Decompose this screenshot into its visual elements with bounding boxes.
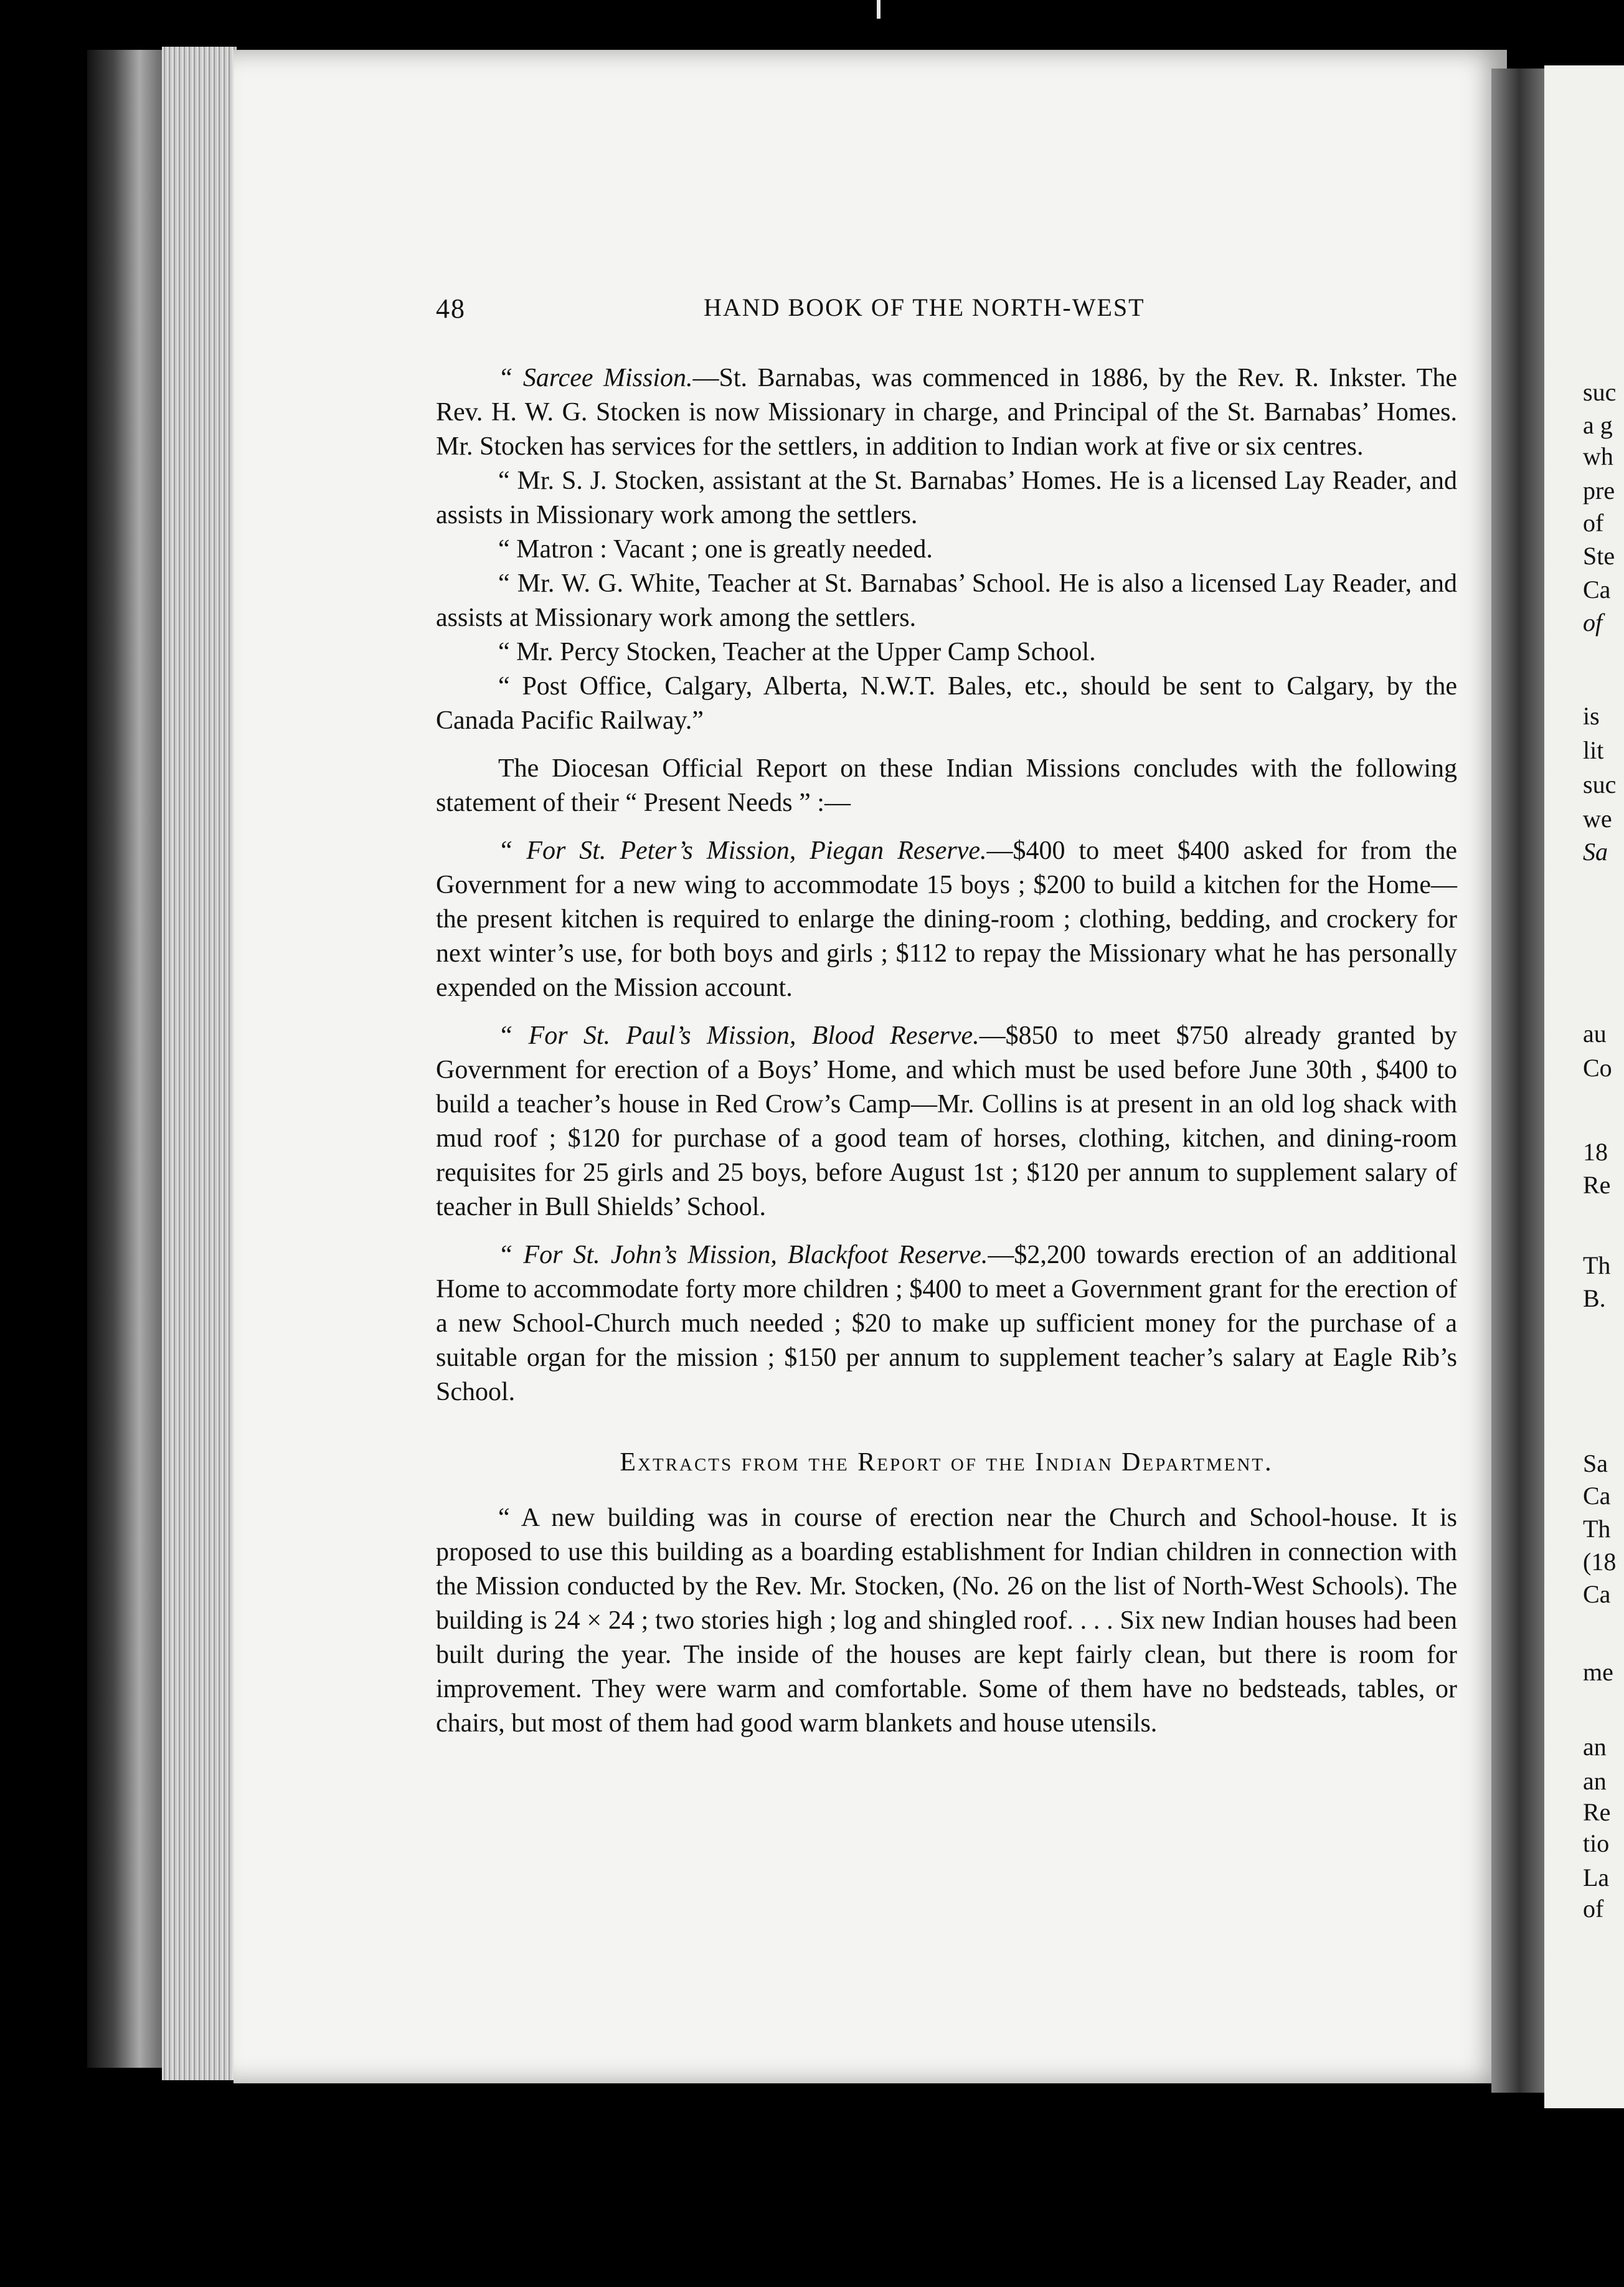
paragraph-text: The Diocesan Official Report on these Indian Missions concludes with the following statement of their “ Present Needs ” :— — [436, 754, 1457, 817]
paragraph-text: “ Matron : Vacant ; one is greatly needed. — [498, 535, 933, 564]
facing-page-fragment: (18 — [1583, 1548, 1617, 1576]
paragraph-lead: “ For St. John’s Mission, Blackfoot Reserve. — [498, 1241, 988, 1269]
section-heading: Extracts from the Report of the Indian Department. — [620, 1448, 1273, 1477]
paragraph-final: “ A new building was in course of erection near the Church and School-house. It is proposed to use this building as a boarding establishment for Indian children in connection with the Mission conducted by the Rev. Mr. Stocken, (No. 26 on the list of North-West Schools). The building is 24 × 24 ; two stories high ; log and shingled roof. . . . Six new Indian houses had been built during the year. The inside of the houses are kept fairly clean, but there is room for improvement. They were warm and comfortable. Some of them have no bedsteads, tables, or chairs, but most of them had good warm blankets and house utensils. — [436, 1503, 1457, 1738]
running-head: HAND BOOK OF THE NORTH-WEST — [704, 293, 1145, 321]
paragraph — [436, 464, 1457, 533]
page-edges — [162, 47, 237, 2080]
facing-page-fragment: tio — [1583, 1829, 1610, 1857]
paragraph — [436, 752, 1457, 820]
paragraph — [436, 1019, 1457, 1224]
facing-page-fragment: Ca — [1583, 1482, 1611, 1510]
facing-page-fragment: Th — [1583, 1251, 1611, 1279]
paragraph — [436, 834, 1457, 1005]
facing-page-fragment: suc — [1583, 378, 1617, 406]
facing-page-fragment: Co — [1583, 1054, 1612, 1082]
facing-page-fragment: a g — [1583, 411, 1613, 439]
facing-page-fragment: B. — [1583, 1284, 1606, 1312]
facing-page-fragment: wh — [1583, 442, 1613, 470]
facing-page-fragment: an — [1583, 1733, 1607, 1761]
paragraph-text: —$850 to meet $750 already granted by Government for erection of a Boys’ Home, and which must be used before June 30th , $400 to build a teacher’s house in Red Crow’s Camp—Mr. Collins is at present in an old log shack with mud roof ; $120 for purchase of a good team of horses, clothing, kitchen, and dining-room requisites for 25 girls and 25 boys, before August 1st ; $120 per annum to supplement salary of teacher in Bull Shields’ School. — [436, 1021, 1457, 1221]
page-number: 48 — [436, 293, 466, 324]
paragraph-list — [436, 361, 1457, 1409]
paragraph-lead: “ For St. Paul’s Mission, Blood Reserve. — [498, 1021, 980, 1050]
paragraph-lead: “ Sarcee Mission. — [498, 364, 693, 392]
facing-page-fragment: pre — [1583, 476, 1615, 504]
facing-page-fragment: is — [1583, 702, 1600, 730]
paragraph-lead: “ For St. Peter’s Mission, Piegan Reserve. — [498, 836, 987, 865]
facing-page-fragment: me — [1583, 1658, 1613, 1686]
page-body — [436, 361, 1457, 1741]
paragraph-text: “ Mr. W. G. White, Teacher at St. Barnabas’ School. He is also a licensed Lay Reader, and assists at Missionary work among the settlers. — [436, 569, 1457, 632]
paragraph — [436, 1238, 1457, 1409]
paragraph-text: —$2,200 towards erection of an additional Home to accommodate forty more children ; $400 to meet a Government grant for the erection of a new School-Church much needed ; $20 to make up sufficient money for the purchase of a suitable organ for the mission ; $150 per annum to supplement teacher’s salary at Eagle Rib’s School. — [436, 1241, 1457, 1406]
facing-page-fragment: Th — [1583, 1515, 1611, 1543]
facing-page-fragment: we — [1583, 805, 1612, 833]
facing-page-fragment: au — [1583, 1020, 1607, 1048]
facing-page-fragment: La — [1583, 1863, 1610, 1892]
facing-page-fragment: Ca — [1583, 1580, 1611, 1608]
facing-page-fragment: Ste — [1583, 542, 1615, 570]
paragraph-text: “ Mr. Percy Stocken, Teacher at the Upper Camp School. — [498, 638, 1096, 666]
paragraph-text: “ Mr. S. J. Stocken, assistant at the St. Barnabas’ Homes. He is a licensed Lay Reader, and assists in Missionary work among the settlers. — [436, 466, 1457, 529]
facing-page-fragment: Re — [1583, 1798, 1611, 1826]
paragraph — [436, 361, 1457, 464]
paragraph — [436, 670, 1457, 738]
facing-page-fragment: lit — [1583, 736, 1604, 764]
facing-page-fragment: an — [1583, 1767, 1607, 1795]
facing-page-fragment: Sa — [1583, 1449, 1608, 1477]
facing-page-fragment: Re — [1583, 1171, 1611, 1199]
facing-page-fragment: of — [1583, 1895, 1604, 1923]
book-gutter — [1491, 69, 1547, 2093]
facing-page-fragment: of — [1583, 608, 1603, 637]
facing-page-fragment: Sa — [1583, 838, 1608, 866]
facing-page-fragment: of — [1583, 509, 1604, 537]
paragraph — [436, 635, 1457, 670]
facing-page-fragment: 18 — [1583, 1138, 1608, 1166]
paragraph — [436, 533, 1457, 567]
scan-artifact — [877, 0, 880, 19]
paragraph-text: —St. Barnabas, was commenced in 1886, by the Rev. R. Inkster. The Rev. H. W. G. Stocken is now Missionary in charge, and Principal of the St. Barnabas’ Homes. Mr. Stocken has services for the settlers, in addition to Indian work at five or six centres. — [436, 364, 1457, 461]
book-cover-edge — [87, 50, 174, 2068]
paragraph-text: “ Post Office, Calgary, Alberta, N.W.T. Bales, etc., should be sent to Calgary, by the Canada Pacific Railway.” — [436, 672, 1457, 735]
facing-page-fragment: Ca — [1583, 575, 1611, 604]
paragraph — [436, 567, 1457, 635]
facing-page-fragment: suc — [1583, 770, 1617, 798]
paragraph-text: —$400 to meet $400 asked for from the Government for a new wing to accommodate 15 boys ; $200 to build a kitchen for the Home—the present kitchen is required to enlarge the dining-room ; clothing, bedding, and crockery for next winter’s use, for both boys and girls ; $112 to repay the Missionary what he has personally expended on the Mission account. — [436, 836, 1457, 1002]
